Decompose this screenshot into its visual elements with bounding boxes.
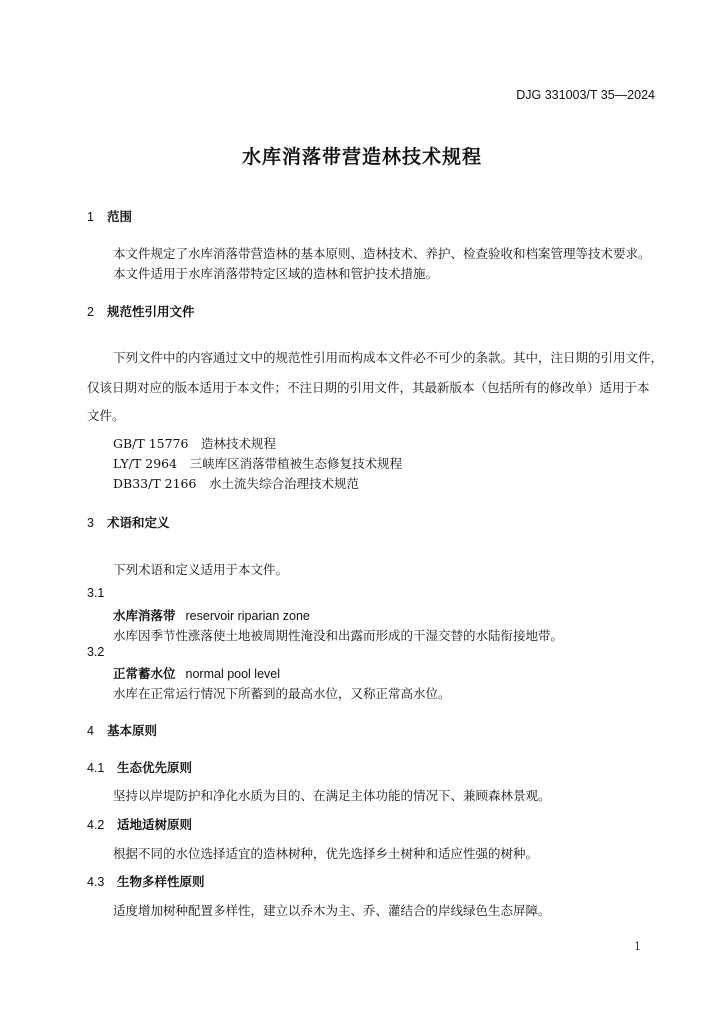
term-definition: 水库因季节性涨落使土地被周期性淹没和出露而形成的干湿交替的水陆衔接地带。 [113, 628, 564, 643]
term-chinese: 正常蓄水位 [113, 666, 176, 681]
section-4-number: 4 [87, 724, 94, 738]
section-4-heading [87, 721, 157, 739]
section-2-paragraph-line-1: 下列文件中的内容通过文中的规范性引用而构成本文件必不可少的条款。其中，注日期的引用文件， [113, 350, 664, 365]
subsection-heading [87, 815, 192, 833]
section-2-heading [87, 302, 195, 320]
section-3-number: 3 [87, 516, 94, 530]
term-chinese: 水库消落带 [113, 608, 176, 623]
section-3-intro: 下列术语和定义适用于本文件。 [113, 562, 289, 577]
subsection-title: 生态优先原则 [117, 760, 193, 775]
section-1-heading [87, 207, 132, 225]
reference-item: LY/T 2964 三峡库区消落带植被生态修复技术规程 [113, 456, 403, 471]
subsection-title: 适地适树原则 [117, 817, 193, 832]
subsection-heading [87, 758, 192, 776]
reference-item: DB33/T 2166 水土流失综合治理技术规范 [113, 476, 359, 491]
subsection-text: 坚持以岸堤防护和净化水质为目的、在满足主体功能的情况下、兼顾森林景观。 [113, 788, 551, 803]
term-number: 3.1 [87, 586, 105, 600]
section-2-paragraph-line-3: 文件。 [87, 408, 125, 423]
section-2-title: 规范性引用文件 [107, 304, 195, 319]
term-english: reservoir riparian zone [185, 609, 310, 623]
document-number: DJG 331003/T 35—2024 [516, 88, 655, 102]
section-2-paragraph-line-2: 仅该日期对应的版本适用于本文件；不注日期的引用文件，其最新版本（包括所有的修改单）适用于本 [87, 380, 650, 395]
section-1-number: 1 [87, 210, 94, 224]
subsection-title: 生物多样性原则 [117, 874, 205, 889]
page-number: 1 [634, 940, 641, 953]
section-3-title: 术语和定义 [107, 515, 170, 530]
section-1-title: 范围 [107, 209, 133, 224]
subsection-text: 根据不同的水位选择适宜的造林树种，优先选择乡土树种和适应性强的树种。 [113, 846, 539, 861]
subsection-text: 适度增加树种配置多样性，建立以乔木为主、乔、灌结合的岸线绿色生态屏障。 [113, 903, 551, 918]
reference-item: GB/T 15776 造林技术规程 [113, 436, 276, 451]
term-entry [113, 606, 310, 624]
section-4-title: 基本原则 [107, 723, 158, 738]
document-title: 水库消落带营造林技术规程 [241, 146, 482, 168]
term-definition: 水库在正常运行情况下所蓄到的最高水位，又称正常高水位。 [113, 686, 451, 701]
subsection-heading [87, 872, 205, 890]
section-1-paragraph-1: 本文件规定了水库消落带营造林的基本原则、造林技术、养护、检查验收和档案管理等技术要求。 [113, 246, 651, 261]
subsection-number: 4.1 [87, 761, 105, 775]
section-2-number: 2 [87, 305, 94, 319]
term-entry [113, 664, 280, 682]
subsection-number: 4.3 [87, 875, 105, 889]
term-number: 3.2 [87, 645, 105, 659]
section-3-heading [87, 513, 170, 531]
subsection-number: 4.2 [87, 818, 105, 832]
term-english: normal pool level [185, 667, 281, 681]
section-1-paragraph-2: 本文件适用于水库消落带特定区域的造林和管护技术措施。 [113, 266, 439, 281]
